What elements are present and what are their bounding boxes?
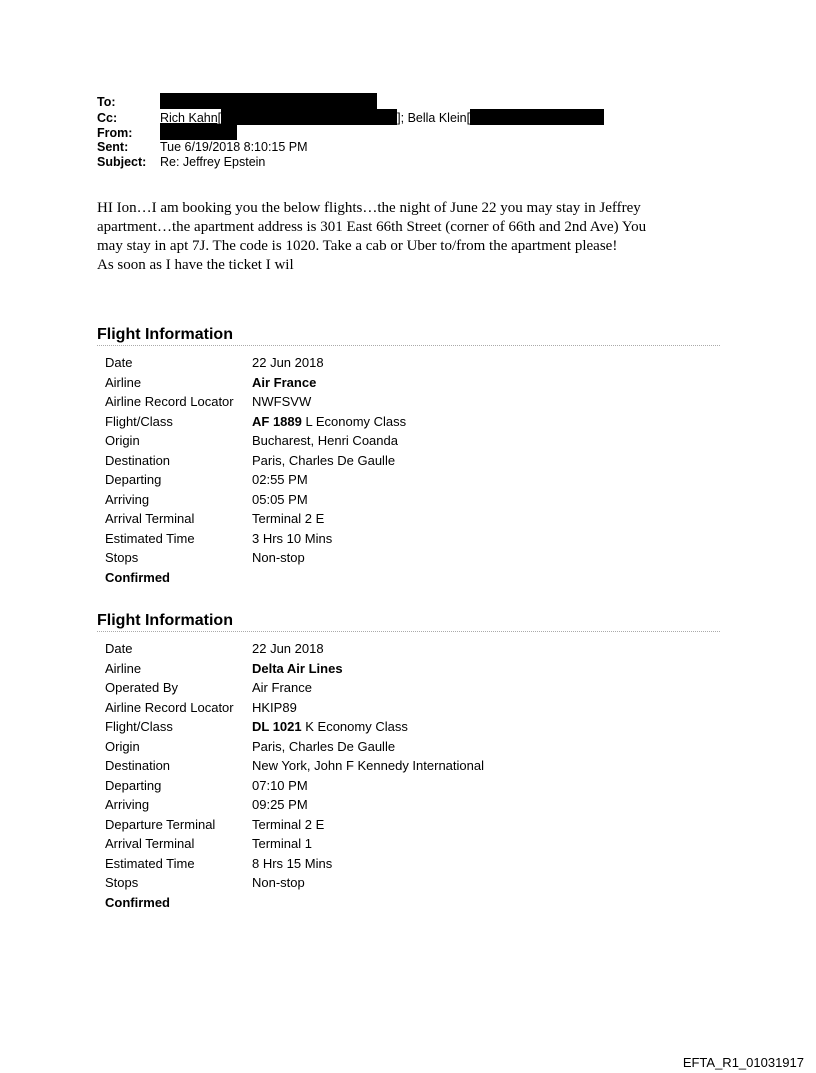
subject-row [97, 155, 604, 171]
detail-row [97, 717, 720, 737]
detail-row [97, 470, 720, 490]
detail-label: Departing [105, 472, 162, 487]
body-line: apartment…the apartment address is 301 East 66th Street (corner of 66th and 2nd Ave) You [97, 219, 647, 235]
detail-label: Departing [105, 777, 162, 793]
sent-value: Tue 6/19/2018 8:10:15 PM [160, 139, 308, 154]
section-title: Flight Information [97, 612, 720, 632]
detail-value: Non-stop [252, 550, 305, 565]
status-row [97, 893, 720, 913]
body-line: HI Ion…I am booking you the below flights…the night of June 22 you may stay in Jeffrey [97, 200, 641, 216]
detail-label: Airline [105, 660, 142, 676]
detail-value: K Economy Class [301, 719, 408, 734]
detail-value: 07:10 PM [252, 777, 308, 793]
detail-row [97, 451, 720, 471]
detail-row [97, 834, 720, 854]
detail-label: Destination [105, 758, 171, 773]
status-label: Confirmed [105, 569, 170, 585]
detail-value: Non-stop [252, 875, 305, 890]
detail-value: 22 Jun 2018 [252, 355, 324, 370]
redaction-box [160, 93, 377, 109]
detail-label: Estimated Time [105, 855, 195, 871]
detail-value: Air France [252, 680, 312, 695]
detail-label: Estimated Time [105, 530, 195, 546]
detail-value: Bucharest, Henri Coanda [252, 433, 398, 448]
detail-label: Arriving [105, 797, 150, 812]
detail-row [97, 353, 720, 373]
detail-row [97, 529, 720, 549]
detail-row [97, 392, 720, 412]
detail-label: Origin [105, 738, 140, 754]
subject-label: Subject: [97, 155, 147, 169]
body-line: As soon as I have the ticket I wil [97, 257, 294, 273]
detail-label: Origin [105, 433, 140, 448]
detail-row [97, 412, 720, 432]
detail-row [97, 490, 720, 510]
detail-value: 09:25 PM [252, 797, 308, 812]
detail-label: Arrival Terminal [105, 511, 195, 526]
detail-row [97, 756, 720, 776]
flight-information-1 [97, 326, 720, 587]
detail-value: HKIP89 [252, 699, 297, 715]
detail-value: 8 Hrs 15 Mins [252, 855, 333, 871]
status-label: Confirmed [105, 894, 170, 910]
detail-value: Paris, Charles De Gaulle [252, 738, 396, 754]
detail-value: Terminal 2 E [252, 511, 325, 526]
detail-label: Airline Record Locator [105, 394, 234, 409]
detail-row [97, 678, 720, 698]
detail-label: Operated By [105, 680, 178, 695]
detail-row [97, 548, 720, 568]
cc-recipient: Rich Kahn[ [160, 110, 222, 125]
detail-label: Stops [105, 875, 139, 890]
redaction-box [160, 124, 237, 140]
detail-label: Airline Record Locator [105, 699, 234, 715]
detail-row [97, 776, 720, 796]
detail-value: 05:05 PM [252, 491, 308, 507]
detail-value-bold: DL 1021 [252, 719, 302, 734]
flight-information-2 [97, 612, 720, 912]
detail-row [97, 854, 720, 874]
from-row [97, 124, 604, 140]
subject-value: Re: Jeffrey Epstein [160, 155, 266, 169]
detail-value: Terminal 1 [252, 836, 312, 851]
cc-label: Cc: [97, 110, 118, 125]
detail-row [97, 795, 720, 815]
detail-value-bold: AF 1889 [252, 413, 302, 429]
detail-label: Flight/Class [105, 413, 173, 429]
detail-value: New York, John F Kennedy International [252, 758, 484, 773]
detail-row [97, 509, 720, 529]
to-label: To: [97, 95, 116, 109]
email-body [97, 199, 737, 275]
detail-label: Destination [105, 452, 171, 468]
detail-value-bold: Air France [252, 374, 317, 390]
detail-value: L Economy Class [301, 413, 407, 429]
detail-label: Departure Terminal [105, 816, 216, 832]
cc-recipient: ]; Bella Klein[ [397, 110, 471, 125]
detail-row [97, 815, 720, 835]
sent-label: Sent: [97, 139, 129, 154]
detail-value: 3 Hrs 10 Mins [252, 530, 333, 546]
detail-label: Flight/Class [105, 719, 173, 734]
detail-label: Arrival Terminal [105, 836, 195, 851]
body-line: may stay in apt 7J. The code is 1020. Take a cab or Uber to/from the apartment please! [97, 238, 618, 254]
detail-value: Paris, Charles De Gaulle [252, 452, 396, 468]
email-header [97, 93, 604, 171]
detail-row [97, 737, 720, 757]
detail-label: Arriving [105, 491, 150, 507]
to-row [97, 93, 604, 109]
flight-details [97, 353, 720, 587]
detail-value: NWFSVW [252, 394, 312, 409]
detail-row [97, 873, 720, 893]
detail-label: Date [105, 355, 133, 370]
redaction-box [470, 109, 604, 125]
detail-value: 02:55 PM [252, 472, 308, 487]
detail-value: Terminal 2 E [252, 816, 325, 832]
detail-row [97, 639, 720, 659]
cc-row [97, 109, 604, 125]
status-row [97, 568, 720, 588]
detail-label: Date [105, 641, 133, 656]
detail-label: Stops [105, 550, 139, 565]
detail-label: Airline [105, 374, 142, 390]
detail-row [97, 659, 720, 679]
redaction-box [221, 109, 397, 125]
from-label: From: [97, 126, 133, 140]
detail-row [97, 373, 720, 393]
section-title: Flight Information [97, 326, 720, 346]
sent-row [97, 140, 604, 156]
detail-row [97, 698, 720, 718]
detail-value: 22 Jun 2018 [252, 641, 324, 656]
document-id: EFTA_R1_01031917 [682, 1055, 804, 1070]
detail-value-bold: Delta Air Lines [252, 660, 343, 676]
flight-details [97, 639, 720, 912]
detail-row [97, 431, 720, 451]
